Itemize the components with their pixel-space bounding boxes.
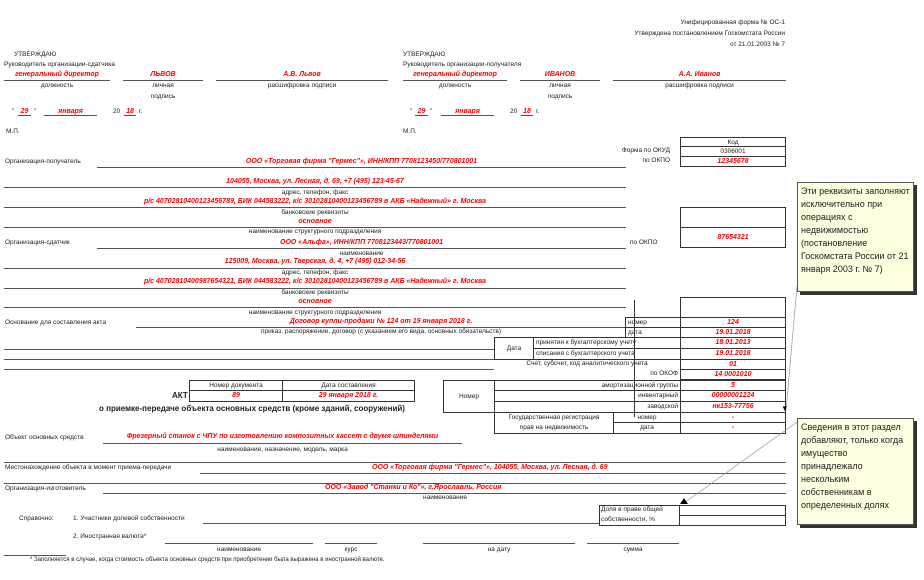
label: прав на недвижимость <box>519 424 589 431</box>
quote: " <box>430 108 433 115</box>
act-subtitle: о приемке-передаче объекта основных средств (кроме зданий, сооружений) <box>99 404 405 413</box>
stamp-place: М.П. <box>403 128 417 135</box>
receiver-label: Организация-получатель <box>5 158 81 165</box>
amort-group[interactable]: 5 <box>680 380 786 391</box>
label: по ОКОФ <box>650 370 678 377</box>
okud-code[interactable]: 0306001 <box>680 146 786 157</box>
comment-note-realty: Эти реквизиты заполняют исключительно при операциях с недвижимостью (постановление Госкомстата России от 21 января 2003 г. № 7) <box>797 182 914 292</box>
caption: наименование структурного подразделения <box>248 228 382 235</box>
location-value[interactable]: ООО «Торговая фирма "Гермес"», 104055, Москва, ул. Лесная, д. 69 <box>372 464 608 471</box>
okof-code[interactable]: 14 0001010 <box>680 369 786 380</box>
reg-number[interactable]: - <box>680 412 786 423</box>
written-off-date[interactable]: 19.01.2018 <box>680 348 786 360</box>
sender-name[interactable]: ООО «Альфа», ИНН/КПП 7708123443/770801001 <box>280 239 443 246</box>
label: Счет, субсчет, код аналитического учета <box>526 360 648 367</box>
label: списания с бухгалтерского учета <box>533 348 681 360</box>
caption: наименование <box>217 546 261 553</box>
manufacturer-label: Организация-изготовитель <box>5 485 86 492</box>
approve-left-role: Руководитель организации-сдатчика <box>4 61 115 68</box>
object-label: Объект основных средств <box>5 434 84 441</box>
label: собственности, % <box>601 516 655 523</box>
label: Номер документа <box>189 380 283 391</box>
caption: расшифровка подписи <box>665 82 734 89</box>
factory-number[interactable]: нк153-77756 <box>680 401 786 413</box>
year-prefix: 20 <box>510 108 518 115</box>
approved-date: от 21.01.2003 № 7 <box>730 41 785 48</box>
sender-label: Организация-сдатчик <box>5 239 70 246</box>
basis-label: Основание для составления акта <box>5 319 107 326</box>
label: заводской <box>494 401 681 413</box>
stamp-place: М.П. <box>6 128 20 135</box>
sender-division[interactable]: основное <box>298 298 332 305</box>
act-number[interactable]: 89 <box>189 390 283 402</box>
quote: " <box>12 108 15 115</box>
form-name: Унифицированная форма № ОС-1 <box>680 19 785 26</box>
accepted-date[interactable]: 18.01.2013 <box>680 337 786 349</box>
sender-address[interactable]: 125009, Москва, ул. Тверская, д. 4, +7 (495) 012-34-56 <box>224 258 406 265</box>
caption: банковские реквизиты <box>281 209 349 216</box>
caption: личная <box>549 82 571 89</box>
approve-right-position[interactable]: генеральный директор <box>413 71 497 78</box>
footnote: * Заполняется в случае, когда стоимость объекта основных средств при приобретении была выражена в иностранной валюте. <box>30 557 385 563</box>
label: Дата <box>494 337 534 360</box>
label: номер <box>625 317 681 328</box>
act-date[interactable]: 29 января 2018 г. <box>282 390 415 402</box>
label: дата <box>613 422 681 434</box>
caption: на дату <box>487 546 511 553</box>
receiver-division[interactable]: основное <box>298 218 332 225</box>
approve-right-signature[interactable]: ИВАНОВ <box>544 71 576 78</box>
approve-left-day[interactable]: 29 <box>18 108 31 116</box>
caption: должность <box>40 82 74 89</box>
caption: личная <box>152 82 174 89</box>
caption: подпись <box>547 93 573 100</box>
reference-label: Справочно: <box>19 515 54 522</box>
label: Дата составления <box>282 380 415 391</box>
inventory-number[interactable]: 00000001224 <box>680 390 786 402</box>
approve-right-name[interactable]: А.А. Иванов <box>678 71 721 78</box>
manufacturer-value[interactable]: ООО «Завод "Станки и Ко"», г.Ярославль, Россия <box>325 484 502 491</box>
label: дата <box>625 327 681 338</box>
label: принятия к бухгалтерскому учету <box>533 337 681 349</box>
caption: адрес, телефон, факс <box>281 269 349 276</box>
year-suffix: г. <box>139 108 143 115</box>
receiver-okpo[interactable]: 12345678 <box>680 156 786 167</box>
label: Номер <box>443 380 495 413</box>
receiver-bank[interactable]: р/с 40702810400123456789, БИК 044583222, к/с 30102810400123456789 в АКБ «Надежный» г. Москва <box>143 198 487 205</box>
approve-left-name[interactable]: А.В. Львов <box>283 71 321 78</box>
label: амортизационной группы <box>494 380 681 391</box>
approve-left-year[interactable]: 18 <box>124 108 136 116</box>
approve-right-role: Руководитель организации-получателя <box>403 61 522 68</box>
year-suffix: г. <box>536 108 540 115</box>
sender-okpo[interactable]: 87654321 <box>680 227 786 248</box>
reference-item2: 2. Иностранная валюта* <box>73 533 147 540</box>
code-header: Код <box>680 137 786 147</box>
receiver-address[interactable]: 104055, Москва, ул. Лесная, д. 69, +7 (495) 123-45-67 <box>226 178 404 185</box>
caption: сумма <box>623 546 643 553</box>
quote: " <box>34 108 37 115</box>
okud-label: Форма по ОКУД <box>621 147 670 154</box>
caption: приказ, распоряжение, договор (с указанием его вида, основных обязательств) <box>260 328 502 335</box>
reference-item1: 1. Участники долевой собственности <box>73 515 185 522</box>
caption: наименование <box>423 494 467 501</box>
basis-number[interactable]: 124 <box>680 317 786 328</box>
basis-date[interactable]: 19.01.2018 <box>680 327 786 338</box>
reg-date[interactable]: - <box>680 422 786 434</box>
caption: курс <box>344 546 358 553</box>
sender-bank[interactable]: р/с 40702810400987654321, БИК 044583222, к/с 30102810400123456789 в АКБ «Надежный» г. Москва <box>143 278 487 285</box>
approve-left-month[interactable]: января <box>44 108 97 116</box>
label: инвентарный <box>494 390 681 402</box>
caption: должность <box>438 82 472 89</box>
location-label: Местонахождение объекта в момент приема-передачи <box>5 464 172 471</box>
approved-by: Утверждена постановлением Госкомстата России <box>634 30 785 37</box>
approve-right-day[interactable]: 29 <box>415 108 428 116</box>
caption: адрес, телефон, факс <box>281 189 349 196</box>
caption: наименование, назначение, модель, марка <box>217 446 348 453</box>
caption: наименование структурного подразделения <box>248 309 382 316</box>
caption: наименование <box>339 250 384 257</box>
object-value[interactable]: Фрезерный станок с ЧПУ по изготовлению композитных кассет с двумя шпинделями <box>126 433 439 440</box>
caption: банковские реквизиты <box>281 289 349 296</box>
okpo-label: по ОКПО <box>642 157 670 164</box>
comment-note-shares: Сведения в этот раздел добавляют, только когда имущество принадлежало нескольким собственникам в определенных долях <box>797 418 914 525</box>
approve-left-heading: УТВЕРЖДАЮ <box>14 51 57 58</box>
label: Государственная регистрация <box>508 414 600 421</box>
label: номер <box>613 412 681 423</box>
caption: расшифровка подписи <box>267 82 337 89</box>
approve-left-position[interactable]: генеральный директор <box>15 71 99 78</box>
arrow-down-icon: ▼ <box>781 404 789 413</box>
act-title: АКТ <box>172 391 188 400</box>
label: Доля в праве общей <box>601 506 663 513</box>
basis-value[interactable]: Договор купли-продажи № 124 от 19 января 2018 г. <box>289 318 473 325</box>
approve-left-signature[interactable]: ЛЬВОВ <box>150 71 176 78</box>
quote: " <box>410 108 413 115</box>
approve-right-month[interactable]: января <box>441 108 494 116</box>
approve-right-heading: УТВЕРЖДАЮ <box>403 51 446 58</box>
receiver-name[interactable]: ООО «Торговая фирма "Гермес"», ИНН/КПП 7708123450/770801001 <box>245 158 478 165</box>
year-prefix: 20 <box>113 108 121 115</box>
okpo-label: по ОКПО <box>630 239 658 246</box>
approve-right-year[interactable]: 18 <box>521 108 533 116</box>
caption: подпись <box>150 93 176 100</box>
account-code[interactable]: 01 <box>680 359 786 370</box>
